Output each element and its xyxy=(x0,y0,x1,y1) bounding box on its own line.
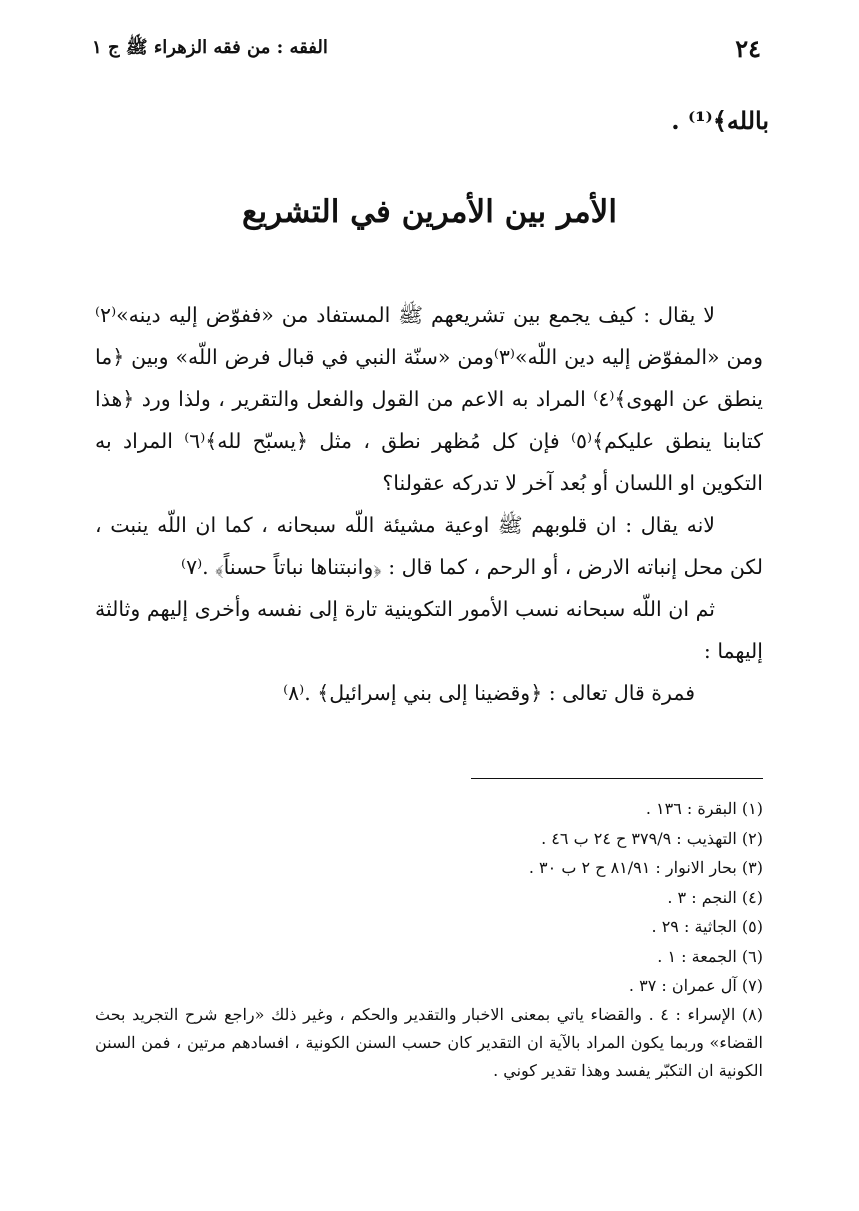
footnote: (٣) بحار الانوار : ٨١/٩١ ح ٢ ب ٣٠ . xyxy=(528,858,763,877)
section-title: الأمر بين الأمرين في التشريع xyxy=(242,194,617,230)
footnote: (٤) النجم : ٣ . xyxy=(667,887,763,907)
footnote: (٦) الجمعة : ١ . xyxy=(657,946,763,966)
paragraph: ثم ان اللّه سبحانه نسب الأمور التكوينية تارة إلى نفسه وأخرى إليهم وثالثة إليهما : xyxy=(95,597,763,663)
footnote: (٢) التهذيب : ٣٧٩/٩ ح ٢٤ ب ٤٦ . xyxy=(541,828,763,848)
paragraph: لانه يقال : ان قلوبهم ﷺ اوعية مشيئة اللّه سبحانه ، كما ان اللّه ينبت ، لكن محل إنباته الارض ، أو الرحم ، كما قال : ﴿وانبتناها نباتاً حسناً﴾ .⁽٧⁾ xyxy=(95,513,763,579)
footnote: (١) البقرة : ١٣٦ . xyxy=(645,799,763,818)
running-title: الفقه : من فقه الزهراء ﷺ ج ١ xyxy=(92,37,328,58)
footnote: (٧) آل عمران : ٣٧ . xyxy=(628,976,763,995)
page-number: ٢٤ xyxy=(735,34,761,63)
footnote-divider xyxy=(471,778,763,779)
carry-over-line: بالله﴾⁽¹⁾ . xyxy=(671,106,769,135)
body-text xyxy=(95,294,763,714)
paragraph: لا يقال : كيف يجمع بين تشريعهم ﷺ المستفاد من «ففوّض إليه دينه»⁽٢⁾ ومن «المفوّض إليه دين اللّه»⁽٣⁾ومن «سنّة النبي في قبال فرض اللّه» وبين ﴿ما ينطق عن الهوى﴾⁽٤⁾ المراد به الاعم من القول والفعل والتقرير ، ولذا ورد ﴿هذا كتابنا ينطق عليكم﴾⁽٥⁾ فإن كل مُظهر نطق ، مثل ﴿يسبّح لله﴾⁽٦⁾ المراد به التكوين او اللسان أو بُعد آخر لا تدركه عقولنا؟ xyxy=(95,303,763,495)
paragraph: فمرة قال تعالى : ﴿وقضينا إلى بني إسرائيل﴾ .⁽٨⁾ xyxy=(283,681,695,705)
footnote: (٥) الجاثية : ٢٩ . xyxy=(651,917,763,936)
footnotes xyxy=(95,794,763,1085)
footnote: (٨) الإسراء : ٤ . والقضاء ياتي بمعنى الاخبار والتقدير والحكم ، وغير ذلك «راجع شرح التجريد بحث القضاء» وربما يكون المراد بالآية ان التقدير كان حسب السنن الكونية ، افسادهم مرتين ، فمن السنن الكونية ان التكبّر يفسد وهذا تقدير كوني . xyxy=(95,1004,764,1080)
